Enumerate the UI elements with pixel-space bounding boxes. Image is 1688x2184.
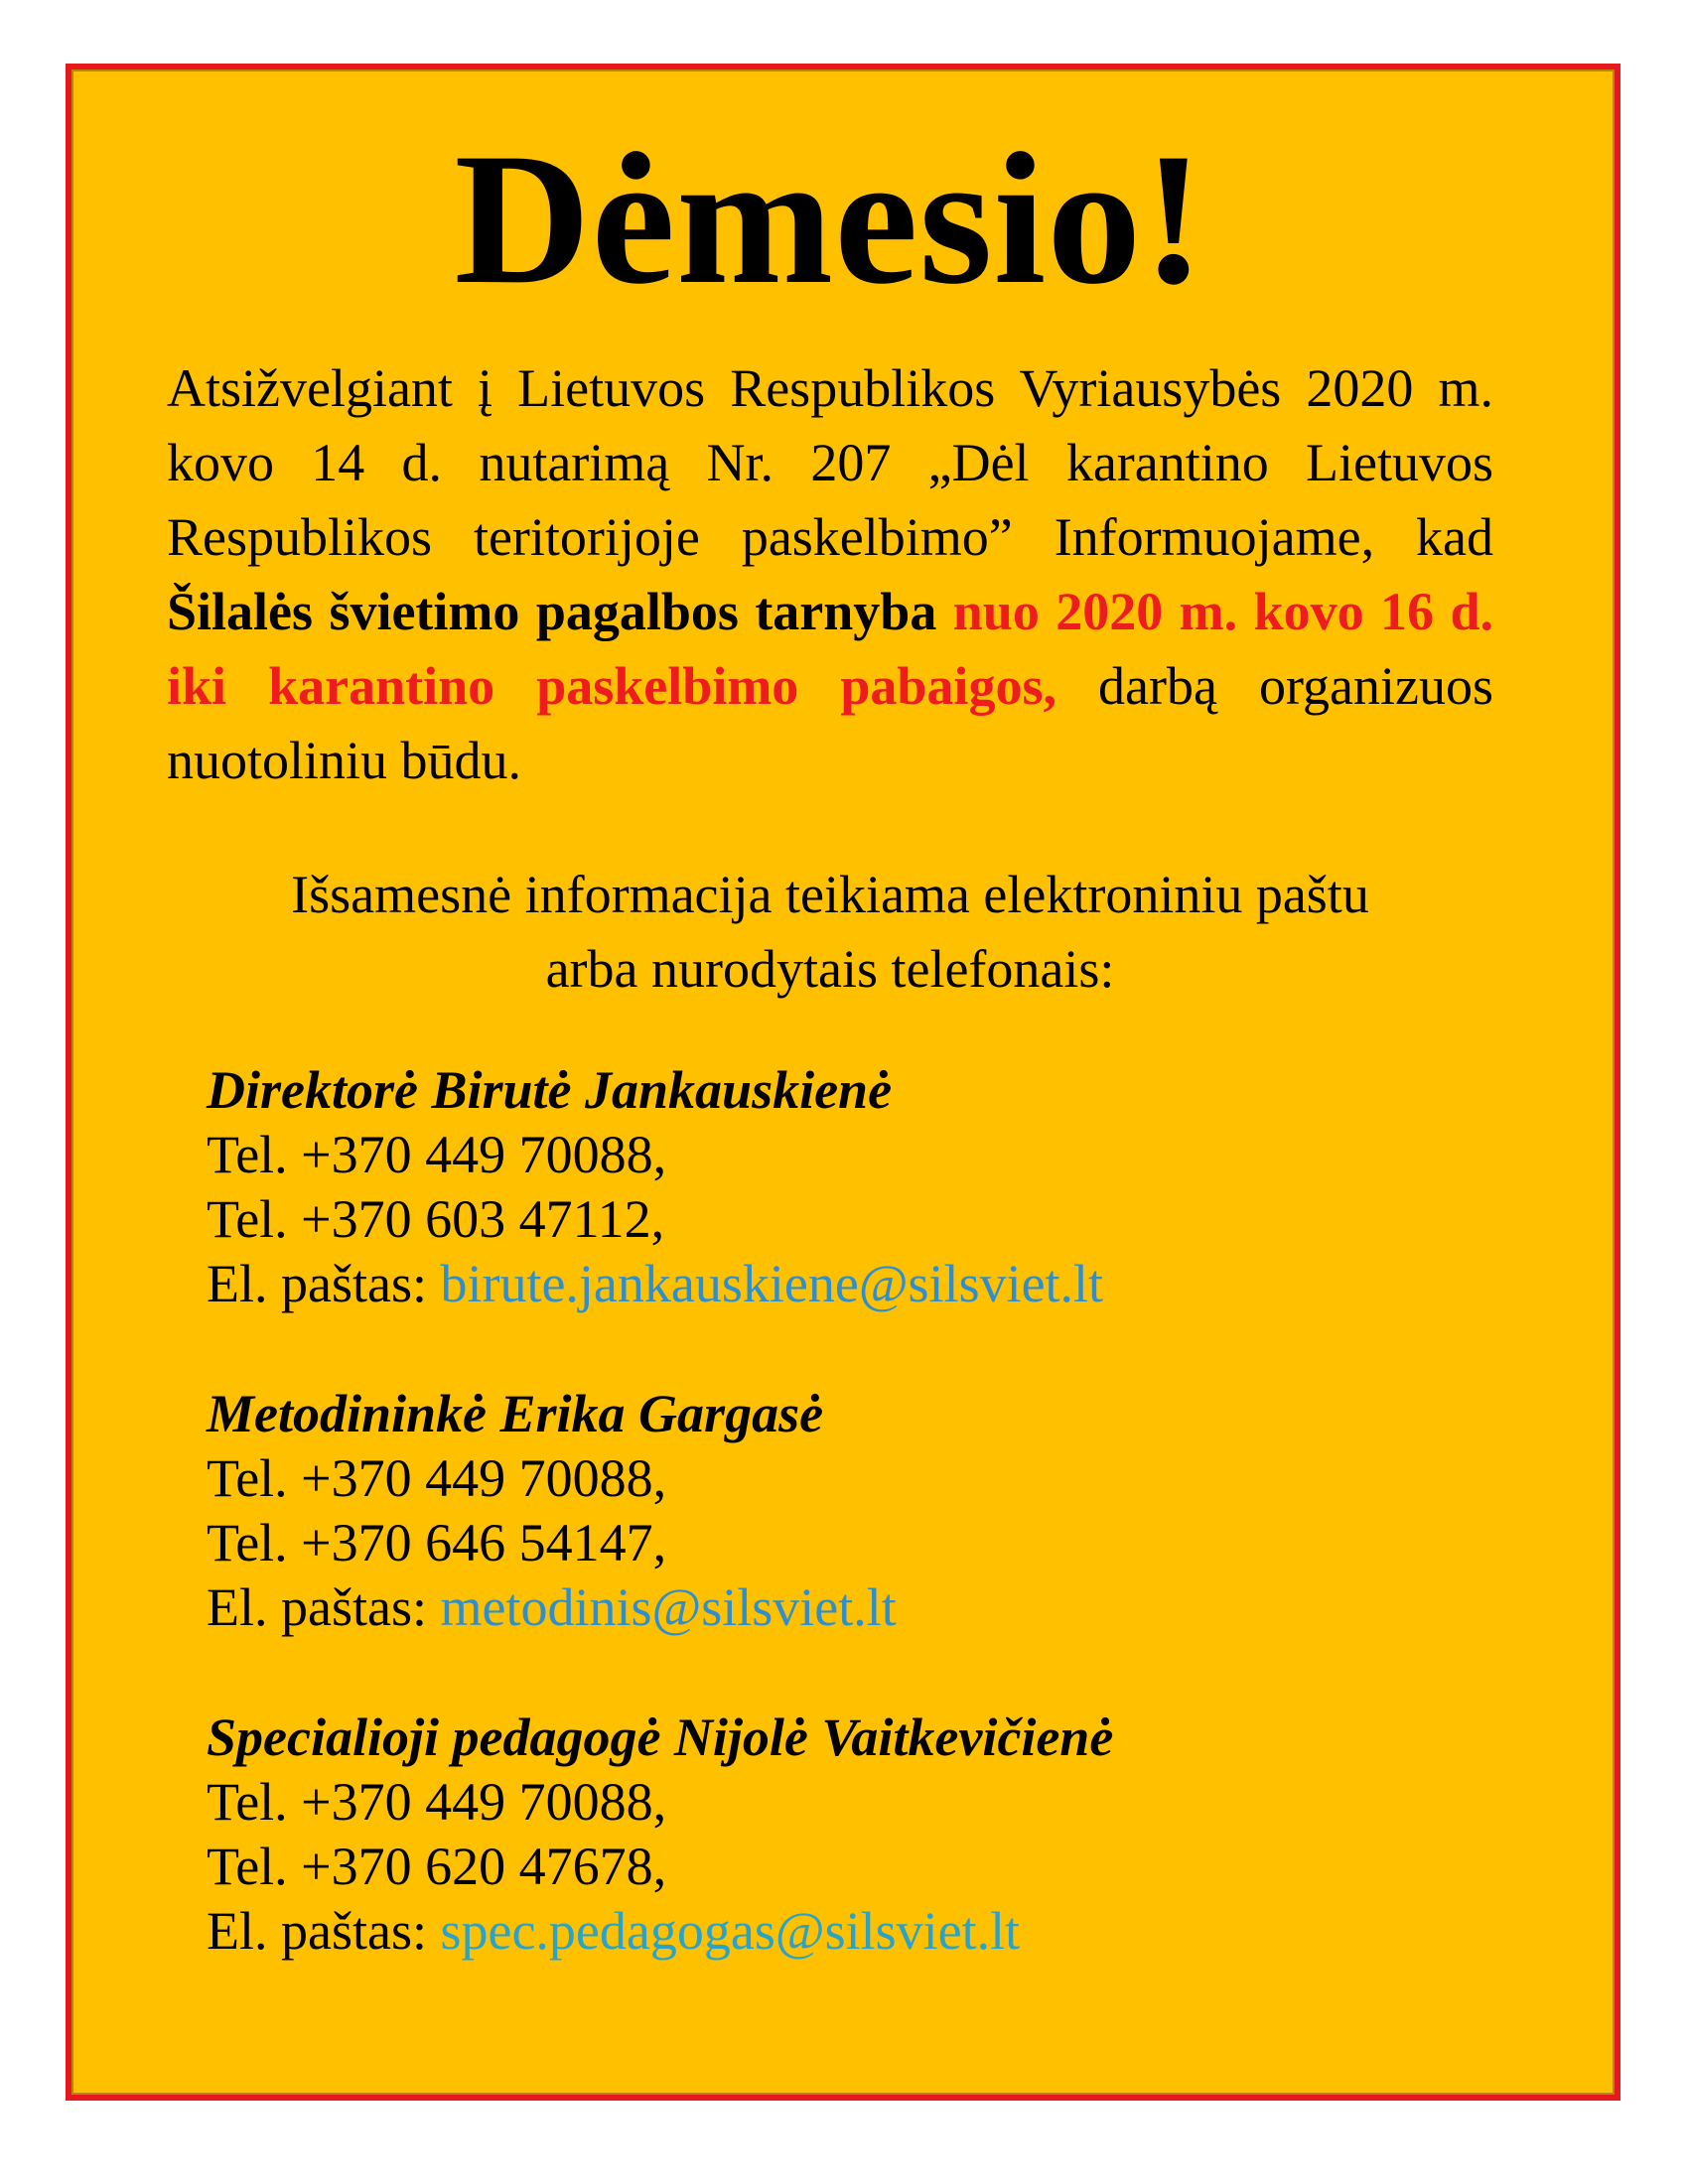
contact-special-pedagogue xyxy=(207,1706,1493,1964)
intro-text: Atsižvelgiant į Lietuvos Respublikos Vyriausybės 2020 m. kovo 14 d. nutarimą Nr. 207 „Dėl karantino Lietuvos Respublikos teritorijoje paskelbimo” Informuojame, kad xyxy=(167,358,1493,567)
email-label: El. paštas: xyxy=(207,1254,441,1313)
contact-email-row xyxy=(207,1899,1493,1964)
contact-role: Metodininkė Erika Gargasė xyxy=(207,1384,824,1443)
contact-director xyxy=(207,1058,1493,1316)
info-line-2: arba nurodytais telefonais: xyxy=(545,939,1115,999)
info-line-1: Išsamesnė informacija teikiama elektroniniu paštu xyxy=(291,865,1369,924)
contact-phone: Tel. +370 603 47112, xyxy=(207,1189,665,1249)
email-link[interactable]: birute.jankauskiene@silsviet.lt xyxy=(440,1254,1104,1313)
contact-phone: Tel. +370 646 54147, xyxy=(207,1513,667,1572)
contact-email-row xyxy=(207,1575,1493,1640)
quarantine-period: nuo 2020 m. kovo 16 d. iki karantino paskelbimo pabaigos, xyxy=(167,582,1493,716)
institution-name: Šilalės švietimo pagalbos tarnyba xyxy=(167,582,937,641)
intro-text-end: darbą organizuos nuotoliniu būdu. xyxy=(167,656,1493,790)
email-link[interactable]: metodinis@silsviet.lt xyxy=(440,1577,897,1637)
contact-email-row xyxy=(207,1252,1493,1316)
headline: Dėmesio! xyxy=(454,115,1206,324)
intro-paragraph xyxy=(167,351,1493,798)
email-label: El. paštas: xyxy=(207,1577,441,1637)
notice-content xyxy=(167,115,1493,2029)
contact-phone: Tel. +370 449 70088, xyxy=(207,1772,667,1832)
notice-frame xyxy=(66,64,1620,2101)
contacts-list xyxy=(207,1058,1493,1964)
email-label: El. paštas: xyxy=(207,1901,441,1961)
contact-phone: Tel. +370 449 70088, xyxy=(207,1448,667,1508)
contact-phone: Tel. +370 449 70088, xyxy=(207,1125,667,1184)
info-text xyxy=(167,858,1493,1007)
contact-role: Direktorė Birutė Jankauskienė xyxy=(207,1060,893,1120)
contact-methodologist xyxy=(207,1382,1493,1640)
contact-role: Specialioji pedagogė Nijolė Vaitkevičienė xyxy=(207,1707,1114,1767)
email-link[interactable]: spec.pedagogas@silsviet.lt xyxy=(440,1901,1021,1961)
contact-phone: Tel. +370 620 47678, xyxy=(207,1837,667,1896)
